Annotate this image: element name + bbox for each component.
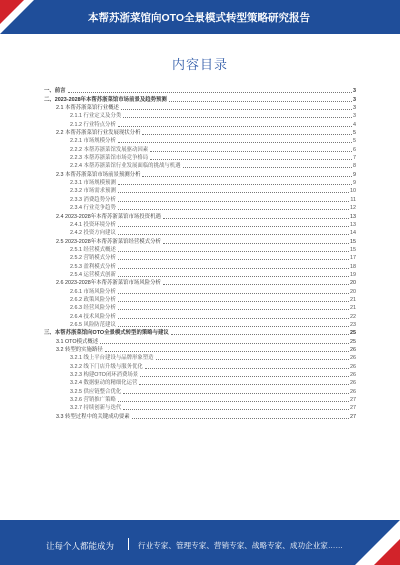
toc-entry[interactable] xyxy=(44,295,356,303)
toc-dot-leader xyxy=(163,218,349,219)
toc-dot-leader xyxy=(118,226,349,227)
toc-entry-label: 2.5.1 经营模式概述 xyxy=(70,246,116,253)
toc-dot-leader xyxy=(105,351,349,352)
toc-entry-label: 2.1.2 行业特点分析 xyxy=(70,121,116,128)
toc-entry-page: 27 xyxy=(350,413,356,420)
toc-dot-leader xyxy=(118,293,349,294)
toc-entry-label: 3.2 转型的实施路径 xyxy=(56,347,103,353)
toc-dot-leader xyxy=(163,243,349,244)
toc-entry-page: 26 xyxy=(350,363,356,370)
toc-entry-label: 2.4.2 投资方向建议 xyxy=(70,230,116,237)
toc-entry[interactable] xyxy=(44,178,356,186)
toc-entry-label: 2.6.1 市场风险分析 xyxy=(70,288,116,295)
toc-dot-leader xyxy=(142,134,352,135)
toc-entry-label: 3.2.6 营销推广策略 xyxy=(70,397,116,404)
toc-entry-page: 12 xyxy=(350,205,356,212)
toc-dot-leader xyxy=(132,418,349,419)
toc-entry[interactable] xyxy=(44,94,356,102)
toc-entry-page: 18 xyxy=(350,263,356,270)
toc-entry-label: 2.6.4 技术风险分析 xyxy=(70,313,116,320)
toc-dot-leader xyxy=(118,301,349,302)
toc-dot-leader xyxy=(118,201,350,202)
page-footer xyxy=(0,520,400,565)
toc-entry[interactable] xyxy=(44,136,356,144)
toc-entry[interactable] xyxy=(44,211,356,219)
toc-dot-leader xyxy=(171,334,349,335)
footer-slogan-left: 让每个人都能成为 xyxy=(46,541,115,551)
toc-entry[interactable] xyxy=(44,228,356,236)
toc-entry-label: 3.2.4 数据驱动的精细化运营 xyxy=(70,380,138,387)
toc-entry[interactable] xyxy=(44,320,356,328)
toc-entry-page: 15 xyxy=(350,238,356,245)
toc-dot-leader xyxy=(118,209,349,210)
toc-entry[interactable] xyxy=(44,403,356,411)
toc-dot-leader xyxy=(118,318,349,319)
toc-entry[interactable] xyxy=(44,161,356,169)
toc-entry[interactable] xyxy=(44,395,356,403)
toc-entry[interactable] xyxy=(44,261,356,269)
toc-entry-label: 2.6.3 经营风险分析 xyxy=(70,305,116,312)
toc-dot-leader xyxy=(118,192,349,193)
toc-entry[interactable] xyxy=(44,353,356,361)
toc-entry[interactable] xyxy=(44,278,356,286)
toc-entry-label: 2.3.3 消费趋势分析 xyxy=(70,196,116,203)
report-title: 本帮苏浙菜馆向OTO全景模式转型策略研究报告 xyxy=(88,12,311,24)
toc-dot-leader xyxy=(118,309,349,310)
toc-entry-label: 2.1.1 行业定义及分类 xyxy=(70,113,122,120)
toc-entry[interactable] xyxy=(44,253,356,261)
toc-entry-label: 一、前言 xyxy=(44,88,66,95)
toc-entry[interactable] xyxy=(44,303,356,311)
toc-dot-leader xyxy=(118,268,349,269)
toc-entry-page: 19 xyxy=(350,271,356,278)
toc-entry-label: 2.6.2 政策风险分析 xyxy=(70,296,116,303)
toc-entry-label: 2.2.4 本帮苏浙菜馆行业发展面临的挑战与机遇 xyxy=(70,163,181,170)
toc-entry[interactable] xyxy=(44,144,356,152)
toc-dot-leader xyxy=(100,343,349,344)
toc-entry[interactable] xyxy=(44,328,356,336)
toc-entry-page: 17 xyxy=(350,255,356,262)
toc-entry[interactable] xyxy=(44,245,356,253)
toc-dot-leader xyxy=(140,376,349,377)
toc-entry-page: 9 xyxy=(353,180,356,187)
toc-entry[interactable] xyxy=(44,186,356,194)
toc-dot-leader xyxy=(163,284,349,285)
toc-entry[interactable] xyxy=(44,236,356,244)
toc-entry-page: 26 xyxy=(350,347,356,353)
toc-dot-leader xyxy=(118,234,349,235)
toc-entry-page: 25 xyxy=(350,330,356,337)
toc-dot-leader xyxy=(118,251,349,252)
toc-entry[interactable] xyxy=(44,103,356,111)
toc-dot-leader xyxy=(123,409,349,410)
toc-entry[interactable] xyxy=(44,386,356,394)
toc-entry-page: 5 xyxy=(353,138,356,145)
toc-entry-page: 11 xyxy=(350,196,356,203)
toc-entry[interactable] xyxy=(44,111,356,119)
toc-entry-page: 21 xyxy=(350,305,356,312)
toc-entry-label: 3.2.1 线上平台建设与品牌形象塑造 xyxy=(70,355,154,362)
page-header xyxy=(0,0,400,34)
toc-dot-leader xyxy=(150,151,352,152)
toc-entry-label: 3.1 OTO模式概述 xyxy=(56,338,99,345)
footer-slogan-right: 行业专家、管理专家、营销专家、战略专家、成功企业家…… xyxy=(138,541,344,550)
toc-dot-leader xyxy=(121,109,352,110)
toc-dot-leader xyxy=(118,259,349,260)
toc-dot-leader xyxy=(169,101,352,102)
toc-dot-leader xyxy=(118,184,352,185)
toc-entry-label: 三、本帮苏浙菜馆向OTO全景模式转型的策略与建议 xyxy=(44,330,169,337)
toc-entry-page: 6 xyxy=(353,146,356,153)
toc-dot-leader xyxy=(139,384,349,385)
toc-entry-page: 3 xyxy=(353,105,356,112)
toc-entry-label: 3.2.2 线下门店升级与服务优化 xyxy=(70,363,143,370)
toc-entry-label: 2.6 2023-2028年本帮苏浙菜馆市场风险分析 xyxy=(56,280,161,287)
toc-entry[interactable] xyxy=(44,203,356,211)
toc-entry-page: 25 xyxy=(350,338,356,345)
toc-dot-leader xyxy=(142,176,352,177)
toc-dot-leader xyxy=(145,368,349,369)
toc-entry-page: 15 xyxy=(350,246,356,253)
toc-entry-label: 3.2.3 构建OTO闭环消费场景 xyxy=(70,372,139,379)
toc-entry-page: 10 xyxy=(350,188,356,195)
toc-dot-leader xyxy=(118,276,349,277)
toc-entry[interactable] xyxy=(44,286,356,294)
toc-entry-label: 2.2.3 本帮苏浙菜馆市场竞争格局 xyxy=(70,155,149,162)
toc-entry-page: 3 xyxy=(353,88,356,95)
toc-entry-page: 22 xyxy=(350,313,356,320)
toc-entry[interactable] xyxy=(44,270,356,278)
toc-entry[interactable] xyxy=(44,411,356,419)
toc-entry[interactable] xyxy=(44,378,356,386)
table-of-contents xyxy=(44,86,356,420)
toc-entry[interactable] xyxy=(44,194,356,202)
toc-entry-label: 2.2 本帮苏浙菜馆行业发展现状分析 xyxy=(56,130,141,137)
toc-entry-label: 2.3.1 市场规模预测 xyxy=(70,180,116,187)
toc-dot-leader xyxy=(118,326,349,327)
toc-entry-page: 26 xyxy=(350,388,356,395)
toc-entry[interactable] xyxy=(44,153,356,161)
toc-entry-page: 23 xyxy=(350,321,356,328)
toc-entry[interactable] xyxy=(44,169,356,177)
toc-entry-label: 3.3 转型过程中的关键成功要素 xyxy=(56,413,130,420)
toc-dot-leader xyxy=(118,126,352,127)
toc-entry-page: 13 xyxy=(350,221,356,228)
toc-entry-page: 3 xyxy=(353,96,356,103)
toc-entry[interactable] xyxy=(44,370,356,378)
toc-dot-leader xyxy=(118,142,352,143)
toc-entry-label: 2.3 本帮苏浙菜馆市场前景预测分析 xyxy=(56,171,141,178)
toc-entry-label: 2.5.3 盈利模式分析 xyxy=(70,263,116,270)
toc-entry-label: 2.2.2 本帮苏浙菜馆发展驱动因素 xyxy=(70,146,149,153)
toc-entry-page: 5 xyxy=(353,130,356,137)
toc-entry-page: 26 xyxy=(350,355,356,362)
toc-dot-leader xyxy=(123,117,352,118)
toc-entry-page: 20 xyxy=(350,280,356,287)
toc-entry[interactable] xyxy=(44,345,356,353)
toc-entry[interactable] xyxy=(44,336,356,344)
toc-entry-label: 2.1 本帮苏浙菜馆行业概述 xyxy=(56,105,119,112)
toc-dot-leader xyxy=(68,92,352,93)
toc-entry-page: 7 xyxy=(353,155,356,162)
toc-entry[interactable] xyxy=(44,128,356,136)
toc-entry[interactable] xyxy=(44,311,356,319)
toc-entry-label: 2.4.1 投资环境分析 xyxy=(70,221,116,228)
toc-entry-label: 2.3.4 行业竞争趋势 xyxy=(70,205,116,212)
footer-red-accent xyxy=(374,539,400,565)
toc-entry-page: 9 xyxy=(353,171,356,178)
toc-entry[interactable] xyxy=(44,86,356,94)
toc-dot-leader xyxy=(156,359,349,360)
toc-entry-label: 2.4 2023-2028年本帮苏浙菜馆市场投资机遇 xyxy=(56,213,161,220)
toc-entry-page: 8 xyxy=(353,163,356,170)
toc-entry-label: 2.5.2 营销模式分析 xyxy=(70,255,116,262)
toc-entry-page: 26 xyxy=(350,372,356,379)
toc-dot-leader xyxy=(150,159,352,160)
toc-entry-page: 13 xyxy=(350,213,356,220)
toc-entry-label: 3.2.7 持续创新与迭代 xyxy=(70,405,122,412)
toc-dot-leader xyxy=(123,393,349,394)
toc-entry-label: 3.2.5 供应链整合优化 xyxy=(70,388,122,395)
toc-entry-page: 3 xyxy=(353,113,356,120)
toc-heading: 内容目录 xyxy=(171,58,228,73)
toc-entry-page: 4 xyxy=(353,121,356,128)
toc-entry-page: 27 xyxy=(350,405,356,412)
header-red-accent xyxy=(0,0,24,24)
toc-dot-leader xyxy=(183,167,352,168)
toc-entry[interactable] xyxy=(44,119,356,127)
toc-entry-label: 2.2.1 市场规模分析 xyxy=(70,138,116,145)
toc-entry-label: 2.6.5 风险防范建议 xyxy=(70,321,116,328)
toc-entry[interactable] xyxy=(44,361,356,369)
toc-entry-label: 2.5.4 运营模式创新 xyxy=(70,271,116,278)
toc-entry-label: 2.5 2023-2028年本帮苏浙菜馆经营模式分析 xyxy=(56,238,161,245)
toc-entry-label: 二、2023-2028年本帮苏浙菜馆市场前景及趋势预测 xyxy=(44,96,167,103)
toc-entry-page: 26 xyxy=(350,380,356,387)
toc-entry-label: 2.3.2 市场需求预测 xyxy=(70,188,116,195)
toc-entry-page: 21 xyxy=(350,296,356,303)
toc-entry[interactable] xyxy=(44,220,356,228)
footer-divider xyxy=(128,538,129,550)
toc-dot-leader xyxy=(118,401,349,402)
toc-entry-page: 20 xyxy=(350,288,356,295)
toc-entry-page: 14 xyxy=(350,230,356,237)
toc-entry-page: 27 xyxy=(350,397,356,404)
